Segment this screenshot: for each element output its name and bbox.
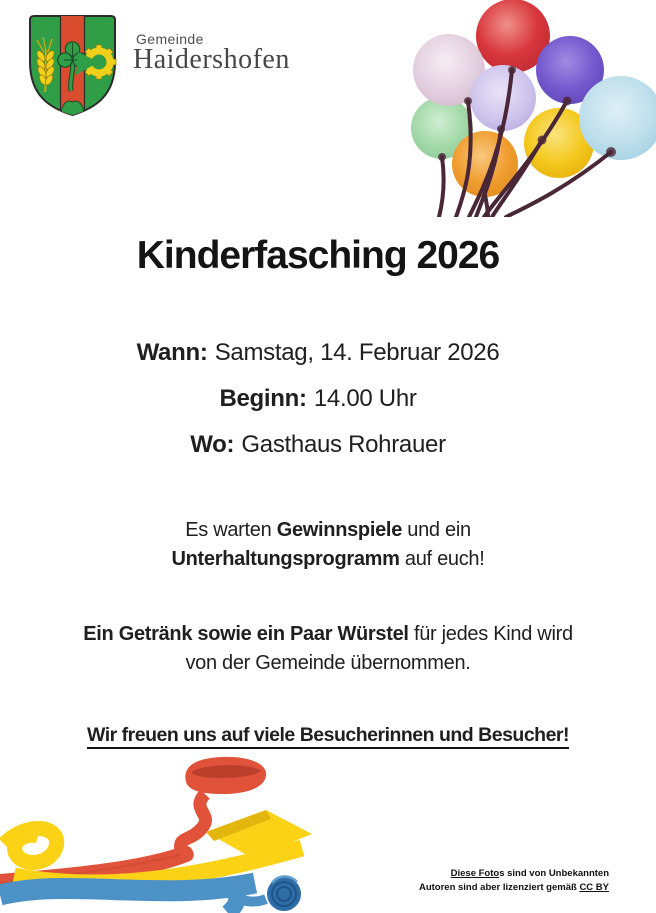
detail-begin-value: 14.00 Uhr	[313, 385, 417, 412]
balloons-image	[384, 0, 656, 217]
text-segment: Es warten	[185, 519, 277, 541]
text-segment: und ein	[402, 519, 471, 541]
text-segment: auf euch!	[399, 548, 485, 570]
org-name: Haidershofen	[133, 44, 290, 75]
attribution-text: Autoren sind aber lizenziert gemäß	[418, 881, 580, 893]
text-segment-bold: Unterhaltungsprogramm	[171, 548, 400, 570]
message-entertainment	[18, 516, 638, 574]
attribution-line2	[419, 881, 609, 895]
photo-attribution	[419, 867, 609, 894]
message-catering-line1	[18, 620, 638, 649]
detail-when-label: Wann:	[136, 339, 208, 366]
page-title: Kinderfasching 2026	[136, 234, 500, 277]
message-catering	[18, 620, 638, 678]
text-segment-bold: Gewinnspiele	[276, 519, 403, 541]
text-segment: für jedes Kind wird	[408, 623, 573, 645]
detail-where-label: Wo:	[190, 431, 235, 458]
blue-streamer	[0, 876, 301, 913]
streamers-image	[0, 752, 340, 913]
detail-begin-label: Beginn:	[219, 385, 307, 412]
detail-when-value: Samstag, 14. Februar 2026	[214, 339, 500, 366]
municipal-crest-icon	[24, 12, 121, 119]
message-entertainment-line1	[18, 516, 638, 545]
detail-where	[0, 428, 636, 461]
message-catering-line2	[18, 649, 638, 678]
attribution-line1	[419, 867, 609, 881]
streamers-svg	[0, 752, 340, 913]
detail-where-value: Gasthaus Rohrauer	[241, 431, 446, 458]
closing-line	[18, 724, 638, 747]
text-segment: von der Gemeinde übernommen.	[185, 652, 471, 674]
photo-source-link[interactable]: Diese Foto	[450, 868, 500, 879]
attribution-text: s sind von Unbekannten	[499, 868, 609, 879]
detail-begin	[0, 382, 636, 415]
message-entertainment-line2	[18, 545, 638, 574]
org-subtitle: Gemeinde	[136, 31, 204, 47]
event-details	[0, 336, 636, 474]
closing-text: Wir freuen uns auf viele Besucherinnen und Besucher!	[87, 724, 569, 749]
cc-by-license-link[interactable]: CC BY	[579, 881, 609, 893]
balloons-svg	[384, 0, 656, 217]
detail-when	[0, 336, 636, 369]
text-segment-bold: Ein Getränk sowie ein Paar Würstel	[83, 623, 409, 645]
crest-svg	[24, 12, 121, 119]
